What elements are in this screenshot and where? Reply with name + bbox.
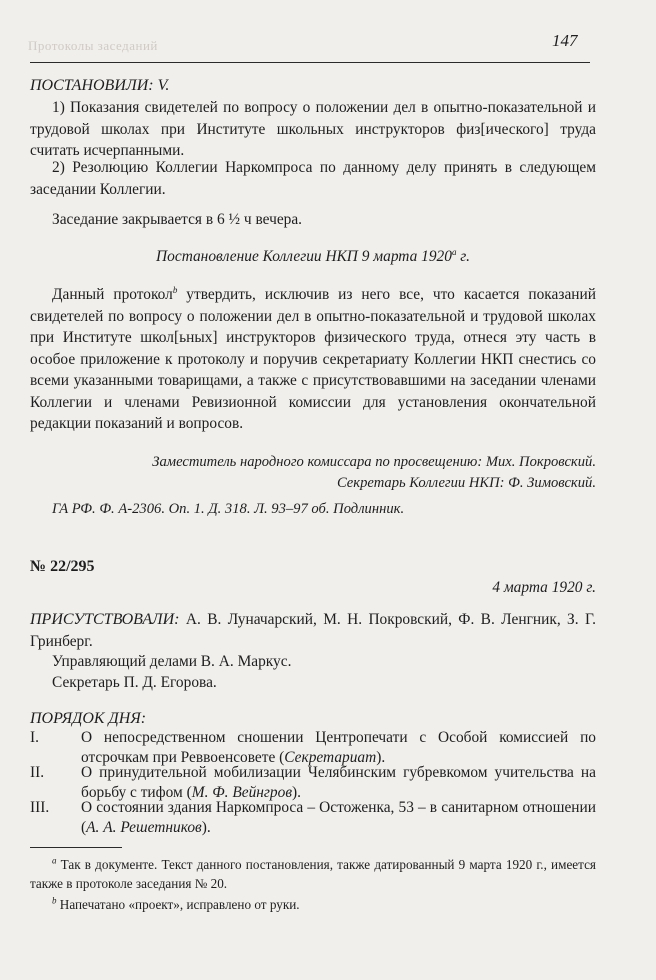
footnote-marker-b: b <box>172 284 178 295</box>
footnote-b-marker: b <box>52 895 57 906</box>
agenda-item-2-number: II. <box>30 764 45 781</box>
agenda-item-1-responsible: Секретариат <box>284 749 377 766</box>
page-number: 147 <box>552 31 578 50</box>
header-rule <box>30 62 590 63</box>
footnote-b: $^b$ Напечатано «проект», исправлено от руки. <box>52 895 300 912</box>
footnote-a: $^a$ Так в документе. Текст данного постановления, также датированный 9 марта 1920 г., имеется также в протоколе заседания № 20. <box>30 855 596 891</box>
bleed-through-header: Протоколы заседаний <box>28 38 158 53</box>
agenda-item-3-text: О состоянии здания Наркомпроса – Остоженка, 53 – в санитарном отношении (А. А. Решетников). <box>81 799 596 836</box>
footnote-rule <box>30 847 122 848</box>
secretary: Секретарь П. Д. Егорова. <box>52 674 217 691</box>
footnote-a-marker: a <box>52 855 57 866</box>
signature-secretary: Секретарь Коллегии НКП: Ф. Зимовский. <box>336 475 596 491</box>
agenda-item-2-text: О принудительной мобилизации Челябинским губревкомом учительства на борьбу с тифом (М. Ф. Вейнгров). <box>81 764 596 801</box>
session-closing: Заседание закрывается в 6 ½ ч вечера. <box>52 211 303 228</box>
agenda-heading: ПОРЯДОК ДНЯ: <box>30 710 147 727</box>
decree-body-lead: Данный протокол <box>52 286 173 303</box>
decree-body <box>30 284 596 435</box>
resolved-heading: ПОСТАНОВИЛИ: V. <box>30 77 170 94</box>
agenda-item-2-responsible: М. Ф. Вейнгров <box>191 784 293 801</box>
resolved-item-2: 2) Резолюцию Коллегии Наркомпроса по данному делу принять в следующем заседании Коллегии. <box>30 159 596 198</box>
agenda-item-1-text: О непосредственном сношении Центропечати с Особой комиссией по отсрочкам при Реввоенсовете (Секретариат). <box>81 729 596 766</box>
decree-title <box>30 246 596 268</box>
decree-title-suffix: г. <box>456 248 470 265</box>
resolved-item-1: 1) Показания свидетелей по вопросу о положении дел в опытно-показательной и трудовой школах при Институте школьных инструкторов физ[ического] труда считать исчерпанными. <box>30 99 596 159</box>
agenda-item-3-number: III. <box>30 799 50 816</box>
footnote-marker-a: a <box>451 246 457 257</box>
business-manager: Управляющий делами В. А. Маркус. <box>52 653 292 670</box>
agenda-item-1-number: I. <box>30 729 39 746</box>
attendees-heading: ПРИСУТСТВОВАЛИ: <box>30 611 180 628</box>
attendees-block <box>30 609 596 652</box>
decree-title-text: Постановление Коллегии НКП 9 марта 1920 <box>156 248 452 265</box>
signature-deputy: Заместитель народного комиссара по просвещению: Мих. Покровский. <box>152 454 596 470</box>
agenda-item-3-responsible: А. А. Решетников <box>86 819 202 836</box>
archive-reference: ГА РФ. Ф. А-2306. Оп. 1. Д. 318. Л. 93–97 об. Подлинник. <box>52 501 405 517</box>
attendees-list: А. В. Луначарский, М. Н. Покровский, Ф. В. Ленгник, З. Г. Гринберг. <box>30 611 596 650</box>
protocol-number: № 22/295 <box>30 558 95 575</box>
decree-body-rest: утвердить, исключив из него все, что касается показаний свидетелей по вопросу о положении дел в опытно-показательной и трудовой школах при Институте школ[ьных] инструкторов физического труда, отнеся эту часть в особое приложение к протоколу и поручив секретариату Коллегии НКП снестись со всеми указанными товарищами, а также с присутствовавшими на заседании членами Коллегии и членами Ревизионной комиссии для установления окончательной редакции показаний и вопросов. <box>30 286 596 432</box>
protocol-date: 4 марта 1920 г. <box>492 579 596 596</box>
